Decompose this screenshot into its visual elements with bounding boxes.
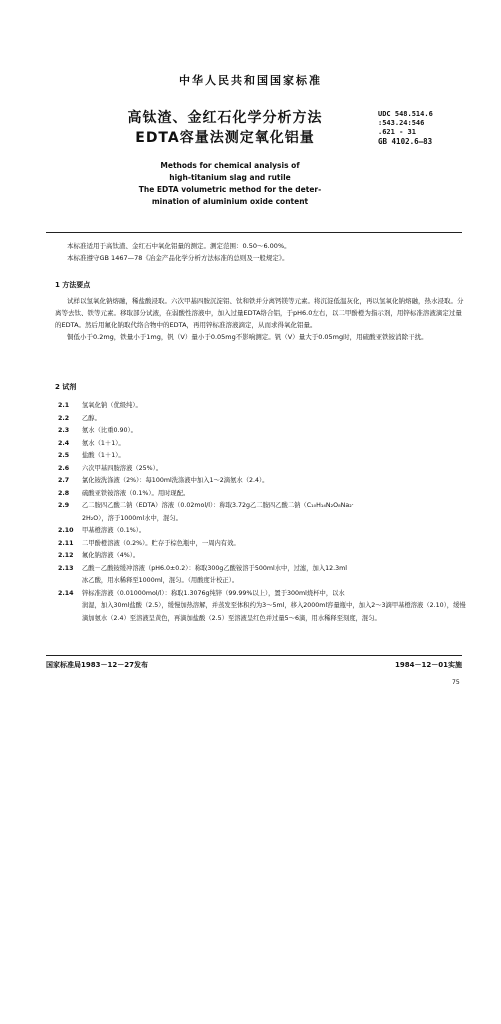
udc-block xyxy=(378,110,493,146)
item-text: 乙醇。 xyxy=(82,414,101,422)
item-text: 盐酸（1＋1）。 xyxy=(82,452,125,459)
list-item xyxy=(58,438,468,451)
list-item xyxy=(58,588,468,601)
udc-line: :543.24:546 xyxy=(378,119,425,127)
list-item xyxy=(58,550,468,563)
item-text: 氨水（比重0.90）。 xyxy=(82,427,137,434)
list-item xyxy=(58,563,468,576)
item-text: 乙酸－乙酸铵缓冲溶液（pH6.0±0.2）：称取300g乙酸铵溶于500ml水中，过滤，加入12.3ml xyxy=(82,564,348,572)
section1-paragraph: 铜低小于0.2mg，铁量小于1mg，钒（V）量小于0.05mg不影响测定。钒（V）量大于0.05mg时，用硫酸亚铁铵消除干扰。 xyxy=(67,333,428,341)
item-continuation: 2H₂O），溶于1000ml水中，混匀。 xyxy=(82,514,182,522)
list-item xyxy=(58,463,468,476)
list-item xyxy=(58,450,468,463)
item-number: 2.5 xyxy=(58,452,70,459)
title-block xyxy=(95,108,355,148)
item-text: 氨水（1＋1）。 xyxy=(82,439,125,447)
section1-body xyxy=(55,295,465,343)
item-text: 锌标准溶液（0.01000mol/l）：称取1.3076g纯锌（99.99%以上），置于300ml烧杯中，以水 xyxy=(82,589,345,597)
item-text: 硫酸亚铁铵溶液（0.1%）。用时现配。 xyxy=(82,489,190,497)
item-number: 2.6 xyxy=(58,464,70,472)
item-number: 2.3 xyxy=(58,427,70,434)
list-item xyxy=(58,400,468,413)
intro-block xyxy=(55,240,465,264)
gb-number: GB 4102.6—83 xyxy=(378,137,433,146)
item-number: 2.1 xyxy=(58,402,70,409)
english-title-line: high-titanium slag and rutile xyxy=(169,173,291,182)
list-item xyxy=(58,475,468,488)
item-number: 2.2 xyxy=(58,414,70,422)
section-heading: 1 方法要点 xyxy=(55,281,91,289)
item-number: 2.10 xyxy=(58,527,74,534)
effective-date: 1984－12－01实施 xyxy=(395,661,462,669)
list-item xyxy=(58,500,468,513)
list-item xyxy=(58,525,468,538)
item-text: 六次甲基四胺溶液（25%）。 xyxy=(82,464,163,472)
english-title-line: mination of aluminium oxide content xyxy=(151,197,309,206)
item-number: 2.8 xyxy=(58,489,70,497)
intro-paragraph: 本标准遵守GB 1467—78《冶金产品化学分析方法标准的总则及一般规定》。 xyxy=(67,254,289,262)
bottom-divider xyxy=(46,655,462,656)
item-text: 氢氧化钠（优级纯）。 xyxy=(82,402,142,409)
reagent-list xyxy=(58,400,468,625)
section-heading: 2 试剂 xyxy=(55,383,77,391)
title-line-1: 高钛渣、金红石化学分析方法 xyxy=(127,110,323,126)
item-number: 2.11 xyxy=(58,539,74,547)
item-number: 2.13 xyxy=(58,564,74,572)
list-item xyxy=(58,425,468,438)
udc-line: UDC 548.514.6 xyxy=(378,110,433,118)
standard-header: 中华人民共和国国家标准 xyxy=(179,74,322,87)
title-line-2: EDTA容量法测定氧化铝量 xyxy=(135,130,315,146)
item-number: 2.7 xyxy=(58,477,70,484)
list-item xyxy=(58,538,468,551)
section1-paragraph: 试样以氢氧化钠熔融，稀盐酸浸取。六次甲基四胺沉淀铝、钛和铁并分离钙镁等元素。将沉淀低温灰化，再以氢氧化钠熔融，热水浸取。分离等去钛、铁等元素。移取部分试液，在弱酸性溶液中，加入过量EDTA络合铝，于pH6.0左右，以二甲酚橙为指示剂，用锌标准溶液滴定过量的EDTA。然后用氟化钠取代络合物中的EDTA，再用锌标准溶液滴定，从而求得氧化铝量。 xyxy=(55,297,464,329)
top-divider xyxy=(46,232,462,233)
list-item xyxy=(58,488,468,501)
item-text: 氯化铵洗涤液（2%）：每100ml洗涤液中加入1～2滴氨水（2.4）。 xyxy=(82,477,269,484)
item-number: 2.4 xyxy=(58,439,70,447)
issued-date: 国家标准局1983－12－27发布 xyxy=(46,661,148,669)
page-number: 75 xyxy=(452,679,460,686)
item-text: 氟化钠溶液（4%）。 xyxy=(82,552,140,559)
item-number: 2.14 xyxy=(58,589,74,597)
english-title-line: The EDTA volumetric method for the deter- xyxy=(138,185,322,194)
item-continuation: 冰乙酸，用水稀释至1000ml，混匀。（用酸度计校正）。 xyxy=(82,577,239,584)
english-title xyxy=(100,160,360,208)
item-text: 二甲酚橙溶液（0.2%）。贮存于棕色瓶中，一周内有效。 xyxy=(82,539,240,547)
list-item xyxy=(58,413,468,426)
item-text: 乙二胺四乙酸二钠（EDTA）溶液（0.02mol/l）：称取3.72g乙二胺四乙酸二钠（C₁₀H₁₄N₂O₈Na₂· xyxy=(82,502,354,509)
item-number: 2.9 xyxy=(58,502,70,509)
item-number: 2.12 xyxy=(58,552,74,559)
item-continuation: 润湿，加入30ml盐酸（2.5），缓慢加热溶解，并蒸发至体积约为3～5ml，移入2000ml容量瓶中，加入2～3滴甲基橙溶液（2.10），缓慢滴加氨水（2.4）至溶液呈黄色，再滴加盐酸（2.5）至溶液呈红色并过量5～6滴，用水稀释至刻度，混匀。 xyxy=(82,602,466,622)
english-title-line: Methods for chemical analysis of xyxy=(160,161,300,170)
intro-paragraph: 本标准适用于高钛渣、金红石中氧化铝量的测定。测定范围：0.50～6.00%。 xyxy=(67,242,291,250)
udc-line: .621 - 31 xyxy=(378,128,416,136)
item-text: 甲基橙溶液（0.1%）。 xyxy=(82,527,146,534)
